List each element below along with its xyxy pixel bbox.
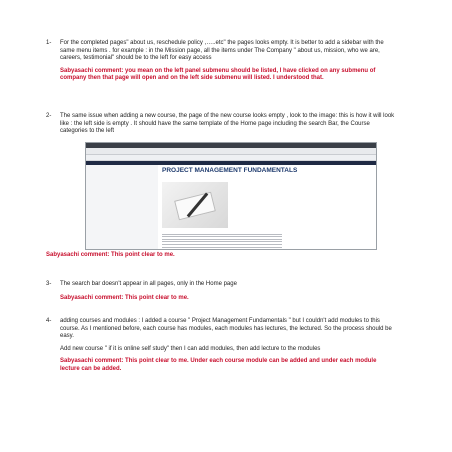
comment-block-2: [46, 252, 396, 260]
course-image: [162, 182, 228, 228]
course-description: [162, 232, 282, 250]
empty-left-side: [86, 165, 158, 249]
item-text: The search bar doesn't appear in all pages, only in the Home page: [60, 281, 237, 287]
list-item-2: [46, 113, 396, 136]
item-number: 1-: [46, 40, 52, 46]
browser-address-bar: [86, 148, 376, 155]
item-number: 2-: [46, 113, 52, 119]
item-text: The same issue when adding a new course, the page of the new course looks empty , look to the image: this is how it will look like : the left side is empty . It should have the same template of the Home page including the search Bar, the Course categories to the left: [60, 113, 395, 135]
course-heading: PROJECT MANAGEMENT FUNDAMENTALS: [162, 167, 298, 174]
list-item-3: [46, 281, 396, 302]
embedded-screenshot: [85, 142, 377, 250]
item-text: adding courses and modules : I added a course " Project Management Fundamentals " but I couldn't add modules to this course. As I mentioned before, each course has modules, each modules has lectures, the lectured. So the process should be easy.: [60, 318, 392, 340]
reviewer-comment: Sabyasachi comment: you mean on the left panel submenu should be listed, I have clicked on any submenu of company then that page will open and on the left side submenu will listed. I understood that.: [60, 67, 376, 82]
list-item-1: [46, 40, 396, 83]
item-number: 4-: [46, 318, 52, 324]
course-page-content: [158, 165, 376, 249]
item-text-2: Add new course " if it is online self study" then I can add modules, then add lecture to the modules: [60, 345, 321, 352]
item-number: 3-: [46, 281, 52, 287]
reviewer-comment: Sabyasachi comment: This point clear to me. Under each course module can be added and under each module lecture can be added.: [60, 358, 377, 372]
reviewer-comment: Sabyasachi comment: This point clear to me.: [60, 294, 189, 301]
reviewer-comment: Sabyasachi comment: This point clear to me.: [46, 252, 175, 258]
item-text: For the completed pages" about us, reschedule policy ,…..etc" the pages looks empty. It is better to add a sidebar with the same menu items . for example : in the Mission page, all the items under The Company " about us, mission, who we are, careers, testimonial" should be to the left for easy access: [60, 40, 384, 62]
list-item-4: [46, 318, 396, 374]
